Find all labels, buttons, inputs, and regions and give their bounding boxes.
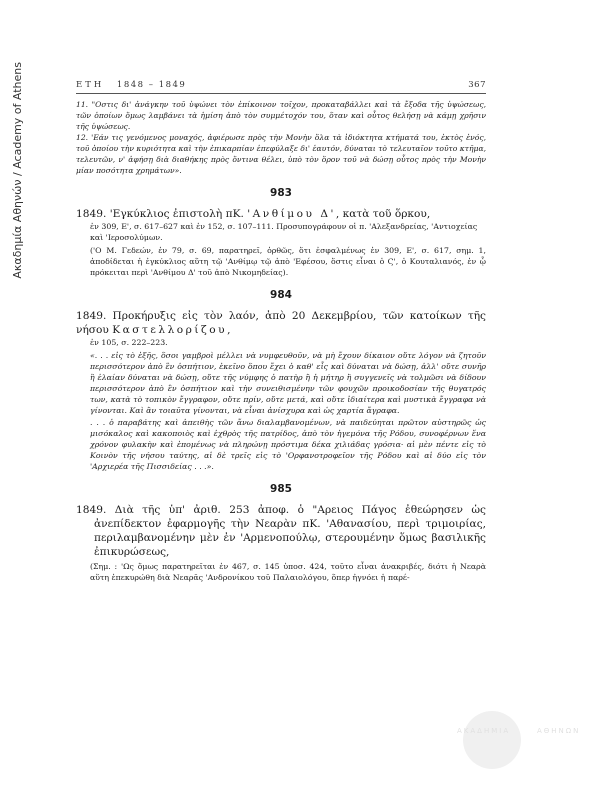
entry-number: 984	[270, 289, 292, 301]
quote-paragraph: . . . ὁ παραβάτης καὶ ἀπειθὴς τῶν ἄνω διαλαμβανομένων, νὰ παιδεύηται πρῶτον αὐστηρῶς ὡς μισόκαλος καὶ κακοποιὸς καὶ ἐχθρὸς τῆς πατρίδος, ἀπὸ τὸν ἡγεμόνα τῆς Ρόδου, συνοφέρνων ἕνα χρόνον φυλακὴν καὶ ἑπομένως νὰ πληρώνῃ πρόστιμα δέκα χιλιάδας γρόσια· αἱ μὲν πέντε εἰς τὸ Κοινὸν τῆς νήσου ταύτης, αἱ δὲ τρεῖς εἰς τὸ 'Ορφανοτροφεῖον τῆς Ρόδου καὶ αἱ δύο εἰς τὸν 'Αρχιερέα τῆς Πισσιδείας . . .».	[90, 418, 486, 471]
entry-number: 983	[270, 187, 292, 199]
entry-heading: 1849. Διὰ τῆς ὑπ' ἀριθ. 253 ἀποφ. ὁ "Αρειος Πάγος ἐθεώρησεν ὡς ἀνεπίδεκτον ἐφαρμογῆς τὴν Νεαρὰν πΚ. 'Αθανασίου, περὶ τριμοιρίας, περιλαμβανομένην μὲν ἐν 'Αρμενοπούλῳ, στερουμένην ὅμως βασιλικῆς ἐπικυρώσεως,	[76, 504, 486, 558]
entry-note: (Σημ. : 'Ως ὅμως παρατηρεῖται ἐν 467, σ. 145 ὑποσ. 424, τοῦτο εἶναι ἀνακριβές, διότι ἡ Νεαρὰ αὕτη ἐπεκυρώθη διὰ Νεαρᾶς 'Ανδρονίκου τοῦ Παλαιολόγου, ὅπερ ἠγνόει ἡ παρέ-	[90, 562, 486, 582]
entry-heading-end: ,	[227, 324, 231, 336]
entry-984	[76, 289, 486, 472]
entry-quotation	[90, 350, 486, 472]
entry-note: ('Ο Μ. Γεδεών, ἐν 79, σ. 69, παρατηρεῖ, ὀρθῶς, ὅτι ἐσφαλμένως ἐν 309, Ε', σ. 617, σημ. 1, ἀποδίδεται ἡ ἐγκύκλιος αὕτη τῷ 'Ανθίμῳ τῷ ἀπὸ 'Εφέσου, ὅστις εἶναι ὁ Ϛ', ὁ Κουταλιανός, ἐν ᾧ πρόκειται περὶ 'Ανθίμου Δ' τοῦ ἀπὸ Νικομηδείας).	[90, 246, 486, 277]
archive-side-label	[6, 40, 28, 300]
running-header	[76, 80, 486, 94]
quote-paragraph: «. . . εἰς τὸ ἑξῆς, ὅσοι γαμβροὶ μέλλει νὰ νυμφευθοῦν, νὰ μὴ ἔχουν δίκαιον οὔτε λόγον νὰ ζητοῦν περισσότερον ἀπὸ ἓν ὀσπήτιον, ἐκεῖνο ὅπου ἔχει ὁ καθ' εἷς καὶ δύναται νὰ δώσῃ, ἀλλ' οὔτε συνῆρ ἢ ἐλαίαν δύναται νὰ δώσῃ, οὔτε τῆς νύμφης ὁ πατὴρ ἢ ἡ μήτηρ ἢ συγγενεῖς νὰ τολμῶσι νὰ δίδουν περισσότερον ἀπὸ ἓν ὀσπήτιον καὶ τὴν συνειθισμένην τῶν φουχῶν προικοδοσίαν τῆς θυγατρός των, κατὰ τὸ τοπικὸν ἔγγραφον, οὔτε πρίν, οὔτε μετά, καὶ οὔτε ἰδιαίτερα καὶ μυστικὰ ἔγγραφα νὰ γίνονται. Καὶ ἂν τοιαῦτα γίνονται, νὰ εἶναι ἀνίσχυρα καὶ ὡς χαρτία ἄγραφα.	[90, 351, 486, 415]
entry-985	[76, 483, 486, 583]
academy-watermark	[455, 705, 595, 785]
entry-heading-name: Καστελλορίζου	[112, 324, 228, 336]
note-item: 11. "Οστις δι' ἀνάγκην τοῦ ὑψώνει τὸν ἐπίκοινον τοῖχον, προκαταβάλλει καὶ τὰ ἔξοδα τῆς ὑψώσεως, τῶν ὁποίων ὅμως λαμβάνει τὰ ἡμίση ἀπὸ τὸν συμμέτοχόν του, ὅταν καὶ οὗτος θελήσῃ νὰ κάμῃ χρῆσιν τῆς ὑψώσεως.	[76, 100, 486, 131]
document-page	[76, 80, 486, 583]
page-number: 367	[468, 80, 486, 90]
header-left	[76, 80, 186, 90]
archive-side-label-text: Ακαδημία Αθηνών / Academy of Athens	[10, 61, 24, 279]
top-notes	[76, 99, 486, 176]
watermark-right-word: ΑΘΗΝΩΝ	[537, 727, 581, 735]
entry-reference: ἐν 309, Ε', σ. 617–627 καὶ ἐν 152, σ. 107–111. Προσυπογράφουν οἱ π. 'Αλεξανδρείας, 'Αντιοχείας καὶ 'Ιεροσολύμων.	[90, 222, 478, 242]
entry-heading-start: 1849. 'Εγκύκλιος ἐπιστολὴ πΚ.	[76, 208, 248, 220]
note-item: 12. 'Εάν τις γενόμενος μοναχός, ἀφιέρωσε πρὸς τὴν Μονὴν ὅλα τὰ ἰδιόκτητα κτήματά του, ἐκτὸς ἑνός, τοῦ ὁποίου τὴν κυριότητα καὶ τὴν ἐπικαρπίαν ἐπεφύλαξε δι' ἑαυτόν, δύναται τὸ τελευταῖον τοῦτο κτῆμα, τελευτῶν, ν' ἀφήσῃ διὰ διαθήκης πρὸς ὅντινα θέλει, ὑπὸ τὸν ὅρον τοῦ νὰ δώσῃ οὗτος πρὸς τὴν Μονὴν μίαν ποσότητα χρημάτων».	[76, 133, 486, 175]
header-title: ΕΤΗ	[76, 80, 105, 90]
entry-heading-end: , κατὰ τοῦ ὅρκου,	[335, 208, 431, 220]
entry-heading	[76, 207, 486, 221]
entry-heading-start: 1849. Προκήρυξις εἰς τὸν λαόν, ἀπὸ 20 Δεκεμβρίου, τῶν κατοίκων τῆς νήσου	[76, 310, 486, 336]
entry-983	[76, 187, 486, 278]
entry-reference: ἐν 105, σ. 222–223.	[90, 338, 168, 347]
header-years: 1848 – 1849	[116, 80, 187, 90]
entry-heading-name: 'Ανθίμου Δ'	[247, 208, 336, 220]
entry-heading	[76, 309, 486, 337]
entry-number: 985	[270, 483, 292, 495]
watermark-left-word: ΑΚΑΔΗΜΙΑ	[457, 727, 511, 735]
watermark-emblem-icon	[463, 711, 521, 769]
